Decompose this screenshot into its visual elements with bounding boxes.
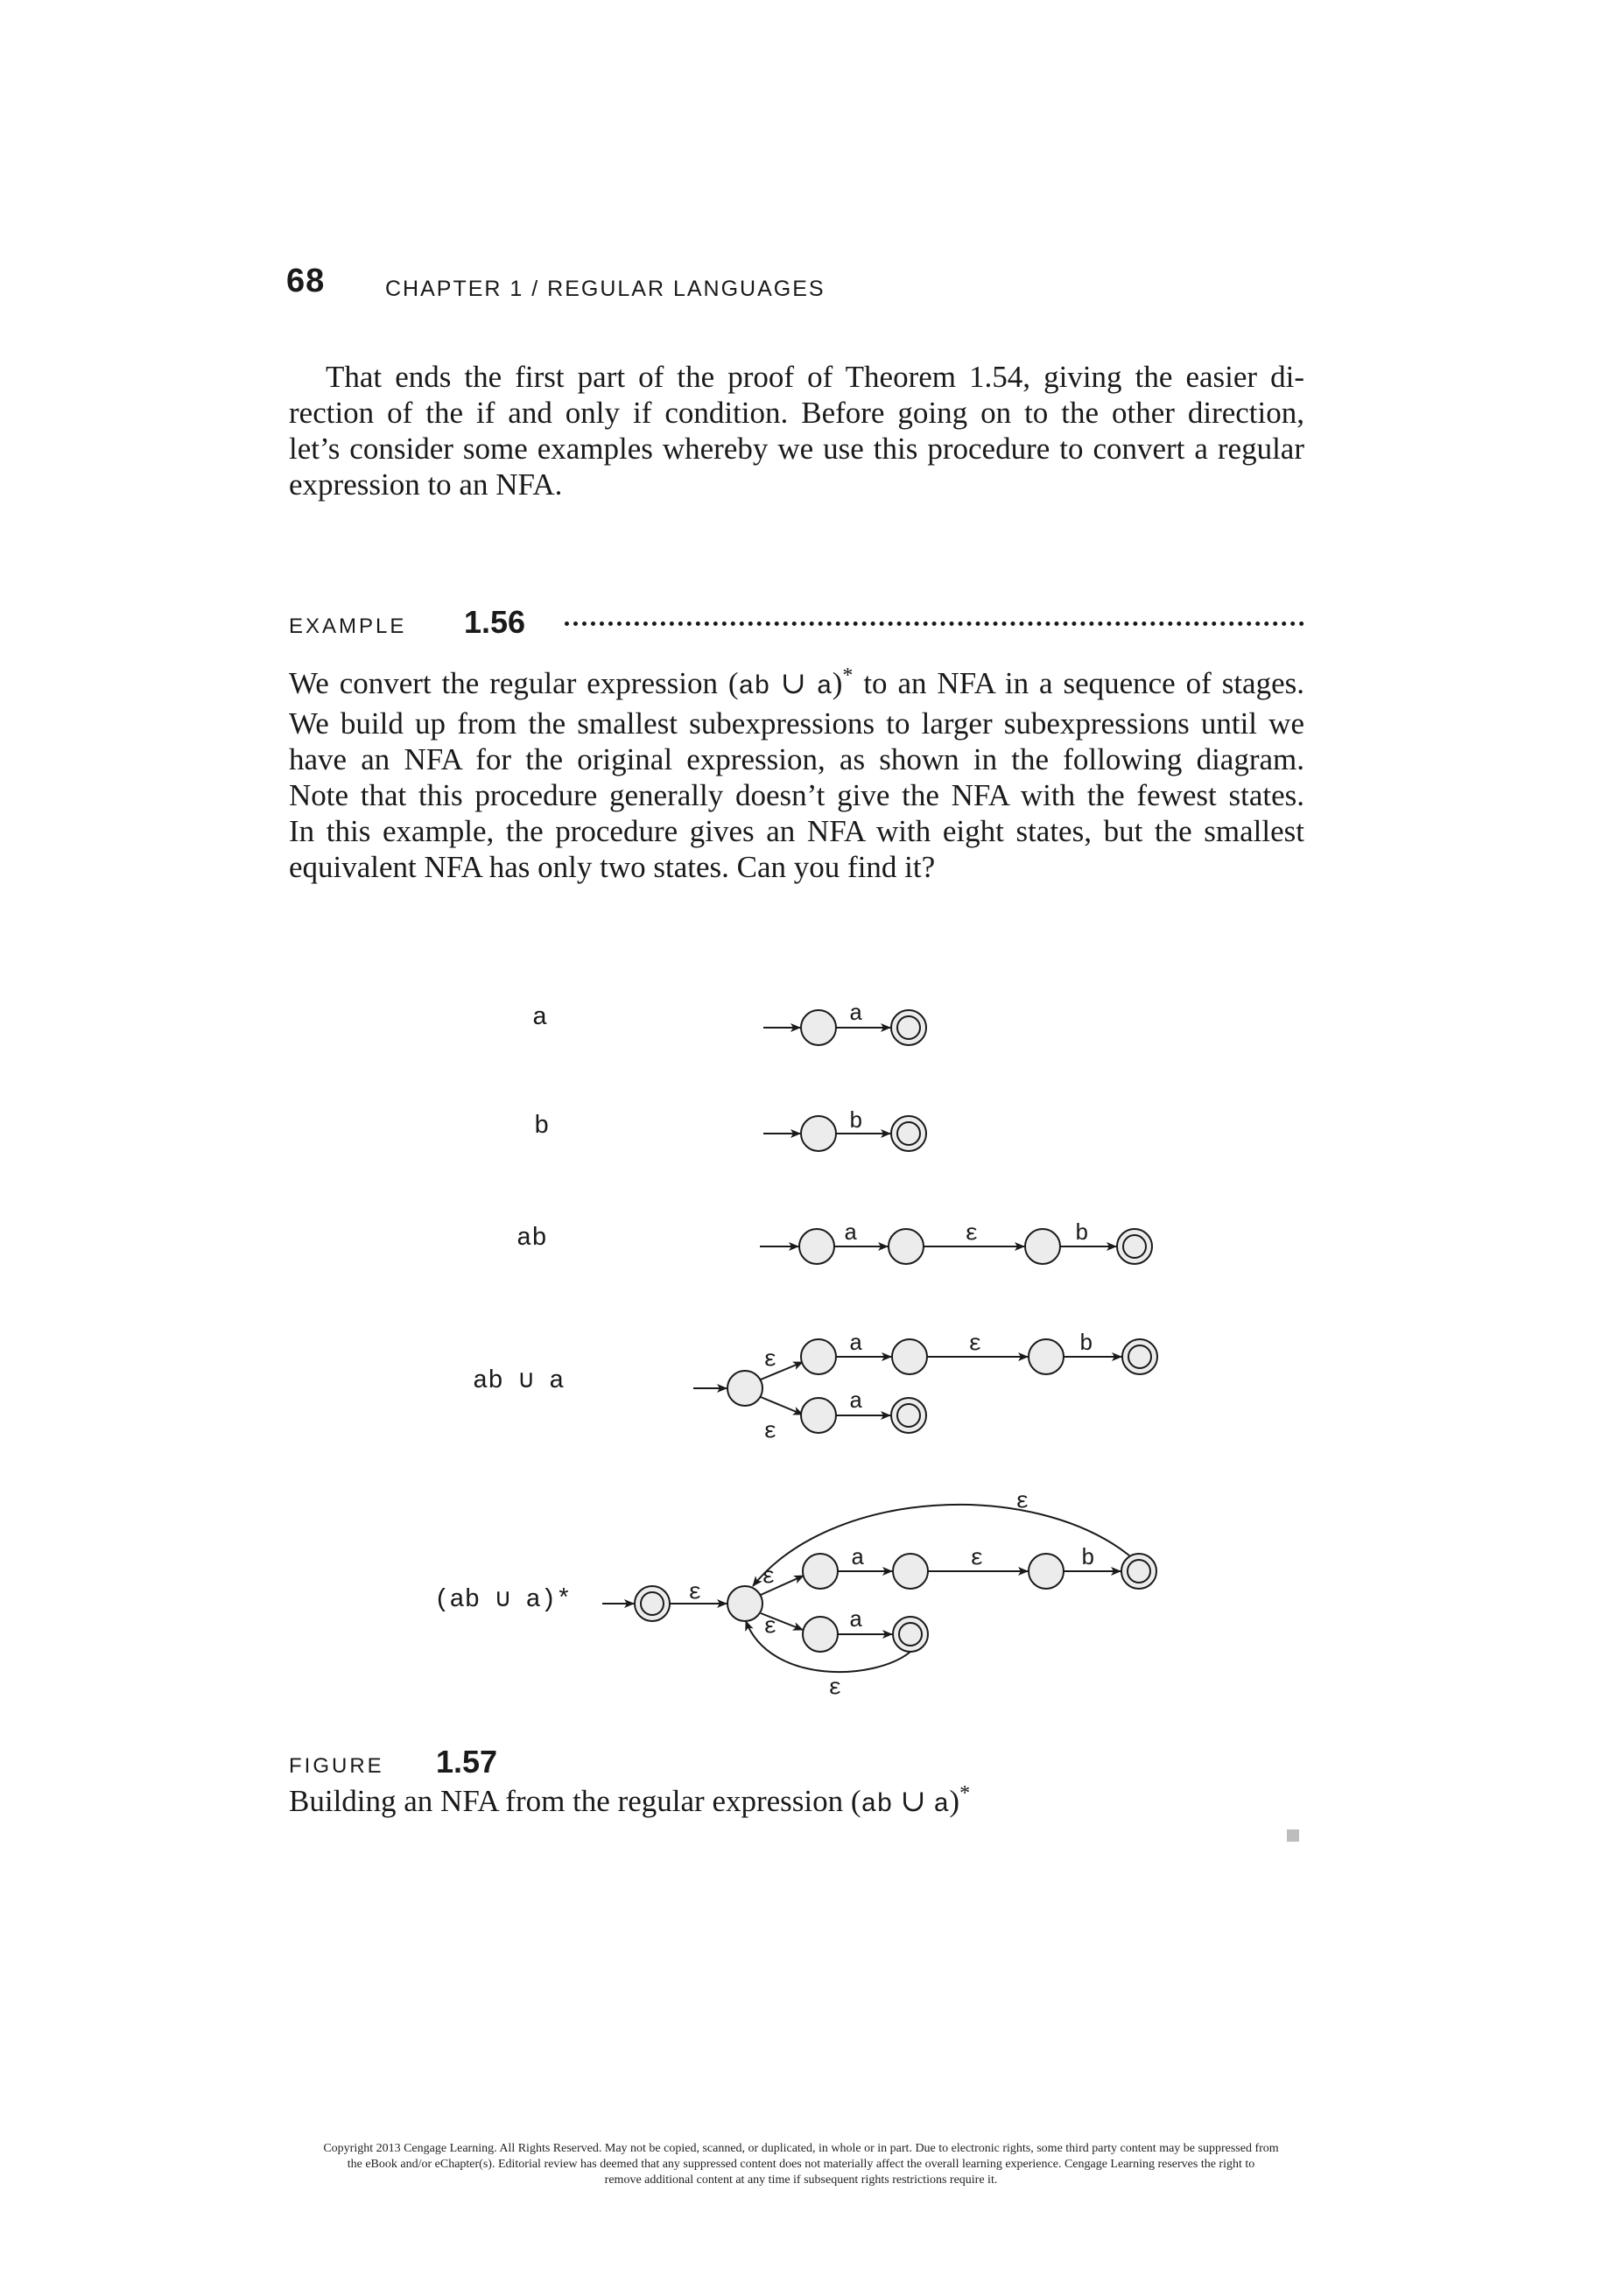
example-number: 1.56 [464, 604, 526, 640]
example-text: ) [832, 666, 843, 700]
accept-state-inner [1128, 1560, 1150, 1583]
example-line: have an NFA for the original expression, as shown in the following diagram. [289, 742, 1304, 776]
edge-label: a [849, 1388, 863, 1415]
example-code: ab [738, 672, 770, 702]
star-symbol: * [842, 664, 854, 687]
edge-label: a [851, 1545, 865, 1571]
row-label-a: a [532, 1003, 548, 1032]
row-label-ab-union-a-star: (ab ∪ a)* [434, 1585, 572, 1614]
nfa-state [803, 1617, 838, 1652]
edge-label: a [844, 1220, 858, 1246]
nfa-state [803, 1554, 838, 1589]
nfa-state [801, 1339, 836, 1374]
accept-state-inner [641, 1592, 664, 1615]
copyright-line: the eBook and/or eChapter(s). Editorial review has deemed that any suppressed content does not materially affect the overall learning experience. Cengage Learning reserves the right to [347, 2158, 1255, 2171]
copyright-notice [175, 2141, 1427, 2188]
accept-state-inner [899, 1623, 922, 1646]
example-line: equivalent NFA has only two states. Can you find it? [289, 850, 936, 884]
accept-state-inner [897, 1404, 920, 1427]
edge-label: ε [763, 1418, 777, 1444]
accept-state-inner [1123, 1235, 1146, 1258]
star-symbol: * [959, 1782, 971, 1805]
nfa-state [1029, 1554, 1064, 1589]
edge-label: a [849, 1607, 863, 1633]
caption-code: ab [861, 1790, 893, 1820]
edge-label: a [849, 1331, 863, 1357]
example-code: a [816, 672, 833, 702]
figure-number: 1.57 [436, 1744, 498, 1780]
page-number: 68 [286, 263, 326, 299]
edge-label: b [1075, 1220, 1089, 1246]
edge-label: ε [828, 1675, 842, 1701]
nfa-state [801, 1116, 836, 1151]
nfa-state [1025, 1229, 1060, 1264]
edge-label: ε [763, 1346, 777, 1373]
intro-line: rection of the if and only if condition. Before going on to the other direction, [289, 396, 1304, 430]
intro-line: let’s consider some examples whereby we use this procedure to convert a regular [289, 432, 1304, 466]
edge-label: ε [763, 1613, 777, 1639]
nfa-state [889, 1229, 924, 1264]
example-label: EXAMPLE [289, 614, 407, 638]
intro-line: expression to an NFA. [289, 467, 563, 502]
nfa-state [801, 1398, 836, 1433]
accept-state-inner [897, 1122, 920, 1145]
edge-label: b [1079, 1331, 1093, 1357]
edge-label: ε [1015, 1488, 1029, 1514]
example-line: We build up from the smallest subexpressions to larger subexpressions until we [289, 706, 1304, 741]
edge-label: b [1081, 1545, 1095, 1571]
accept-state-inner [897, 1016, 920, 1039]
copyright-line: remove additional content at any time if subsequent rights restrictions require it. [604, 2173, 998, 2187]
nfa-state [727, 1586, 762, 1621]
nfa-state [892, 1339, 927, 1374]
nfa-state [1029, 1339, 1064, 1374]
nfa-state [727, 1371, 762, 1406]
edge-label: b [849, 1108, 863, 1134]
accept-state-inner [1128, 1345, 1151, 1368]
transition-arrow [761, 1397, 803, 1415]
union-symbol: ∪ [769, 666, 817, 700]
nfa-state [801, 1010, 836, 1045]
running-head: CHAPTER 1 / REGULAR LANGUAGES [385, 277, 826, 301]
end-of-example-mark [1287, 1829, 1299, 1842]
caption-text: Building an NFA from the regular expression ( [289, 1784, 861, 1818]
nfa-state [799, 1229, 834, 1264]
example-line: In this example, the procedure gives an NFA with eight states, but the smallest [289, 814, 1304, 848]
edge-label: ε [965, 1220, 979, 1246]
edge-label: ε [968, 1331, 982, 1357]
edge-label: ε [970, 1545, 984, 1571]
example-text: to an NFA in a sequence of stages. [853, 666, 1304, 700]
copyright-line: Copyright 2013 Cengage Learning. All Rights Reserved. May not be copied, scanned, or duplicated, in whole or in part. Due to electronic rights, some third party content may be suppressed from [323, 2142, 1279, 2155]
caption-text: ) [949, 1784, 960, 1818]
edge-label: ε [762, 1563, 776, 1590]
row-label-ab-union-a: ab ∪ a [473, 1366, 565, 1395]
union-symbol: ∪ [892, 1784, 934, 1818]
figure-caption [289, 1782, 970, 1820]
edge-label: a [849, 1001, 863, 1027]
row-label-ab: ab [516, 1224, 547, 1253]
nfa-state [893, 1554, 928, 1589]
row-label-b: b [534, 1112, 550, 1141]
figure-word: FIGURE [289, 1754, 384, 1778]
example-line: Note that this procedure generally doesn’t give the NFA with the fewest states. [289, 778, 1304, 812]
example-text: We convert the regular expression ( [289, 666, 739, 700]
intro-line: That ends the first part of the proof of Theorem 1.54, giving the easier di- [326, 360, 1304, 394]
edge-label: ε [688, 1579, 702, 1605]
caption-code: a [933, 1790, 950, 1820]
